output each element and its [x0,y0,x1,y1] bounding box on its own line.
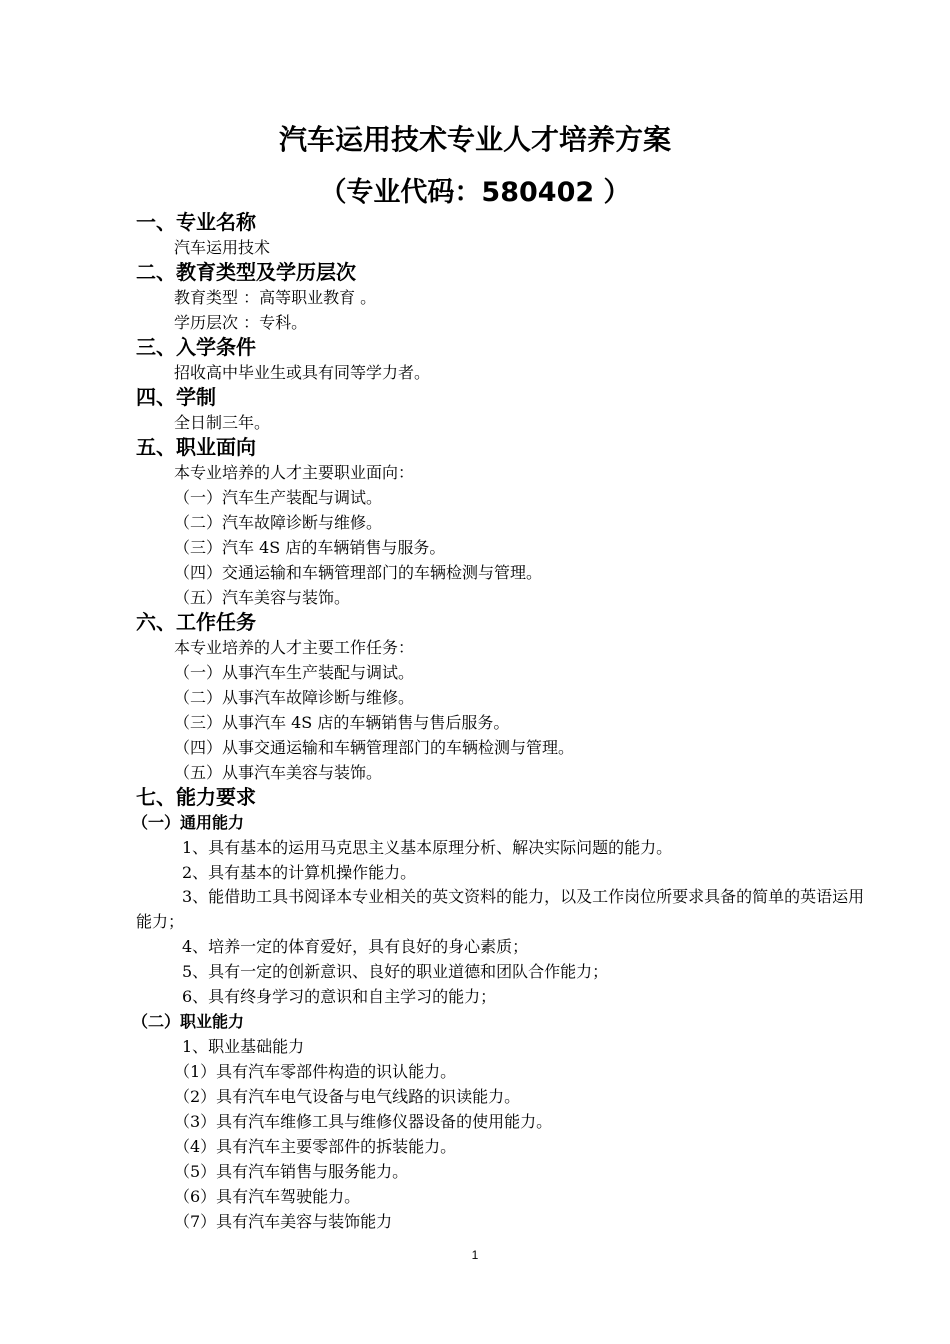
list-item: （四）从事交通运输和车辆管理部门的车辆检测与管理。 [174,738,575,757]
section-heading: 六、工作任务 [136,610,256,634]
list-item: 3、能借助工具书阅译本专业相关的英文资料的能力，以及工作岗位所要求具备的简单的英语运用能力； [136,887,865,931]
list-item: （5）具有汽车销售与服务能力。 [174,1162,409,1181]
list-item: （五）汽车美容与装饰。 [174,588,351,607]
paragraph: 本专业培养的人才主要工作任务： [174,638,415,657]
subsection-heading: （一）通用能力 [132,813,245,832]
list-item: （6）具有汽车驾驶能力。 [174,1187,361,1206]
document-title: 汽车运用技术专业人才培养方案 [278,123,671,156]
list-item: （一）从事汽车生产装配与调试。 [174,663,415,682]
list-item: （7）具有汽车美容与装饰能力 [174,1212,393,1231]
list-item: （三）从事汽车 4S 店的车辆销售与售后服务。 [174,713,510,732]
section-heading: 一、专业名称 [136,210,256,234]
section-heading: 七、能力要求 [136,785,256,809]
paragraph: 教育类型 ：高等职业教育 。 [174,288,377,307]
list-item: 5、具有一定的创新意识、良好的职业道德和团队合作能力； [182,962,609,981]
list-item: （4）具有汽车主要零部件的拆装能力。 [174,1137,457,1156]
list-item: 4、培养一定的体育爱好，具有良好的身心素质； [182,937,529,956]
section-heading: 三、入学条件 [136,335,256,359]
list-item: 1、职业基础能力 [182,1037,305,1056]
subsection-heading: （二）职业能力 [132,1012,245,1031]
list-item: 6、具有终身学习的意识和自主学习的能力； [182,987,497,1006]
list-item: （二）从事汽车故障诊断与维修。 [174,688,415,707]
list-item: （1）具有汽车零部件构造的识认能力。 [174,1062,457,1081]
paragraph: 招收高中毕业生或具有同等学力者。 [174,363,431,382]
section-heading: 四、学制 [136,385,216,409]
list-item: （三）汽车 4S 店的车辆销售与服务。 [174,538,446,557]
document-body [132,210,866,1234]
paragraph: 全日制三年。 [174,413,271,432]
list-item: （五）从事汽车美容与装饰。 [174,763,383,782]
list-item: 2、具有基本的计算机操作能力。 [182,863,417,882]
list-item: （2）具有汽车电气设备与电气线路的识读能力。 [174,1087,521,1106]
paragraph: 学历层次 ：专科。 [174,313,308,332]
major-code: （专业代码：580402 ） [319,177,631,208]
list-item: （3）具有汽车维修工具与维修仪器设备的使用能力。 [174,1112,553,1131]
list-item: 1、具有基本的运用马克思主义基本原理分析、解决实际问题的能力。 [182,838,673,857]
section-heading: 二、教育类型及学历层次 [136,260,356,284]
paragraph: 汽车运用技术 [174,238,271,257]
list-item: （四）交通运输和车辆管理部门的车辆检测与管理。 [174,563,543,582]
list-item: （一）汽车生产装配与调试。 [174,488,383,507]
paragraph: 本专业培养的人才主要职业面向： [174,463,415,482]
section-heading: 五、职业面向 [136,435,256,459]
list-item: （二）汽车故障诊断与维修。 [174,513,383,532]
page-number: 1 [471,1248,479,1262]
